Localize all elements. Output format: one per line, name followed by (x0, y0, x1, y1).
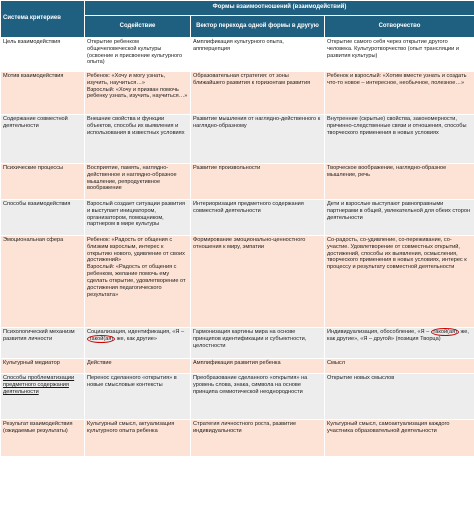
assistance-header: Содействие (85, 16, 191, 38)
assistance-cell: Культурный смысл, актуализация культурного опыта ребенка (85, 420, 191, 457)
row-label: Эмоциональная сфера (1, 236, 85, 328)
cocreation-cell: Культурный смысл, самоактуализация каждого участника образовательной деятельности (325, 420, 474, 457)
assistance-cell: Перенос сделанного «открытия» в новые смысловые контексты (85, 374, 191, 420)
assistance-cell: Восприятие, память, наглядно-действенное и наглядно-образное мышление, репродуктивное воображение (85, 164, 191, 200)
row-label: Цель взаимодействия (1, 38, 85, 72)
vector-cell: Развитие мышления от наглядно-действенного к наглядно-образному (191, 115, 325, 164)
assistance-cell (85, 328, 191, 359)
vector-cell: Преобразование сделанного «открытия» на уровень слова, знака, символа на основе принципа семиотической неоднородности (191, 374, 325, 420)
row-label: Результат взаимодействия (ожидаемые результаты) (1, 420, 85, 457)
cocreation-cell: Внутренние (скрытые) свойства, закономерности, причинно-следственные связи и отношения, способы творческого применения в новых условиях (325, 115, 474, 164)
row-label: Психические процессы (1, 164, 85, 200)
cocreation-cell: Открытие самого себя через открытие другого человека. Культуротворчество (опыт трансляции и развития культуры) (325, 38, 474, 72)
adult-emotion: Взрослый: «Радость от общения с ребенком, желание помочь ему сделать открытие, удовлетворение от достижения педагогического результата» (87, 264, 186, 298)
table-row (1, 420, 474, 457)
cocreation-cell: Ребенок и взрослый: «Хотим вместе узнать и создать что-то новое – интересное, необычное, полезное…» (325, 72, 474, 115)
assistance-cell: Внешние свойства и функции объектов, способы их выявления и использования в известных условиях (85, 115, 191, 164)
row-label: Культурный медиатор (1, 359, 85, 374)
table-row (1, 200, 474, 236)
criteria-header: Система критериев (1, 1, 85, 38)
cocreation-cell: Со-радость, со-удивление, со-переживание, со-участие. Удовлетворение от совместных открытий, достижений, способы их выявления, осмысления, творческого применения в новых условиях, интерес к процессу и результату совместной деятельности (325, 236, 474, 328)
forms-header: Формы взаимоотношений (взаимодействий) (85, 1, 474, 16)
marked-word: такой(ая) (89, 335, 114, 342)
vector-cell: Интериоризация предметного содержания совместной деятельности (191, 200, 325, 236)
row-label: Мотив взаимодействия (1, 72, 85, 115)
child-emotion: Ребенок: «Радость от общения с близким взрослым, интерес к открытию нового, удивление от своих достижений» (87, 237, 185, 264)
mechanism-text-start: Индивидуализация, обособление, «Я – (327, 329, 431, 335)
vector-cell: Амплификация культурного опыта, аппперцепция (191, 38, 325, 72)
vector-cell: Формирование эмоционально-ценностного отношения к миру, эмпатии (191, 236, 325, 328)
table-row (1, 359, 474, 374)
row-label: Способы проблематизации предметного содержания деятельности (1, 374, 85, 420)
cocreation-cell: Открытие новых смыслов (325, 374, 474, 420)
cocreation-header: Сотворчество (325, 16, 474, 38)
assistance-cell (85, 236, 191, 328)
cocreation-cell: Смысл (325, 359, 474, 374)
cocreation-cell: Творческое воображение, наглядно-образное мышление, речь (325, 164, 474, 200)
assistance-cell (85, 72, 191, 115)
vector-cell: Гармонизация картины мира на основе принципов идентификации и субъектности, целостности (191, 328, 325, 359)
cocreation-cell (325, 328, 474, 359)
table-row (1, 236, 474, 328)
marked-word: такой(ая) (432, 329, 457, 335)
table-row (1, 164, 474, 200)
assistance-cell: Открытие ребенком общечеловеческой культуры (освоение и присвоение культурного опыта) (85, 38, 191, 72)
vector-cell: Стратегия личностного роста, развитие индивидуальности (191, 420, 325, 457)
vector-cell: Образовательная стратегия: от зоны ближайшего развития к горизонтам развития (191, 72, 325, 115)
mechanism-text-end: же, как другие», «Я – другой» (позиция Творца) (327, 329, 469, 342)
table-row (1, 72, 474, 115)
table-row (1, 374, 474, 420)
adult-motive: Взрослый: «Хочу и призван помочь ребенку узнать, изучить, научиться…» (87, 86, 188, 100)
assistance-cell: Действие (85, 359, 191, 374)
row-label: Содержание совместной деятельности (1, 115, 85, 164)
row-label: Способы взаимодействия (1, 200, 85, 236)
mechanism-text-start: Социализация, идентификация, «Я – (87, 329, 185, 335)
vector-cell: Амплификация развития ребенка (191, 359, 325, 374)
child-motive: Ребенок: «Хочу и могу узнать, изучить, научиться…» (87, 73, 166, 86)
table-row (1, 115, 474, 164)
table-row (1, 328, 474, 359)
mechanism-text-end: же, как другие» (115, 335, 157, 342)
vector-header: Вектор перехода одной формы в другую (191, 16, 325, 38)
row-label: Психологический механизм развития личности (1, 328, 85, 359)
vector-cell: Развитие произвольности (191, 164, 325, 200)
table-row (1, 38, 474, 72)
cocreation-cell: Дети и взрослые выступают равноправными партнерами в общей, увлекательной для обеих сторон деятельности (325, 200, 474, 236)
assistance-cell: Взрослый создает ситуации развития и выступает инициатором, организатором, помощником, партнером в мире культуры (85, 200, 191, 236)
